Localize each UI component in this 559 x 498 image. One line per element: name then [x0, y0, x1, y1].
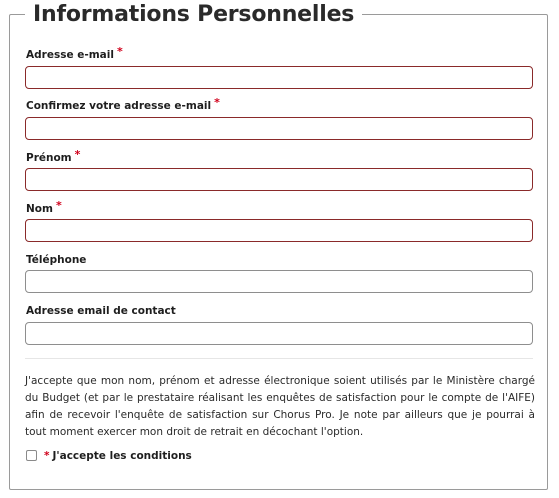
required-asterisk: * [116, 45, 123, 58]
accept-conditions-checkbox[interactable] [26, 450, 37, 461]
section-title: Informations Personnelles [25, 0, 362, 30]
email-field[interactable] [25, 66, 533, 89]
email-confirm-field[interactable] [25, 117, 533, 140]
contact-email-field[interactable] [25, 322, 533, 345]
last-name-label: Nom * [26, 199, 62, 215]
divider [25, 358, 533, 359]
required-asterisk: * [44, 450, 50, 462]
email-confirm-label: Confirmez votre adresse e-mail * [26, 96, 220, 112]
required-asterisk: * [214, 96, 220, 109]
last-name-field[interactable] [25, 219, 533, 242]
contact-email-label: Adresse email de contact [26, 305, 176, 317]
phone-field[interactable] [25, 270, 533, 293]
email-label: Adresse e-mail * [26, 45, 123, 61]
required-asterisk: * [74, 148, 81, 161]
consent-text: J'accepte que mon nom, prénom et adresse électronique soient utilisés par le Ministère chargé du Budget (et par le prestataire réalisant les enquêtes de satisfaction pour le compte de l'AIFE) afin de recevoir l'enquête de satisfaction sur Chorus Pro. Je note par ailleurs que je pourrai à tout moment exercer mon droit de retrait en décochant l'option. [25, 375, 535, 438]
first-name-label: Prénom * [26, 148, 81, 164]
phone-label: Téléphone [26, 254, 87, 266]
accept-conditions-label[interactable]: * J'accepte les conditions [44, 450, 192, 462]
first-name-field[interactable] [25, 168, 533, 191]
required-asterisk: * [55, 199, 62, 212]
